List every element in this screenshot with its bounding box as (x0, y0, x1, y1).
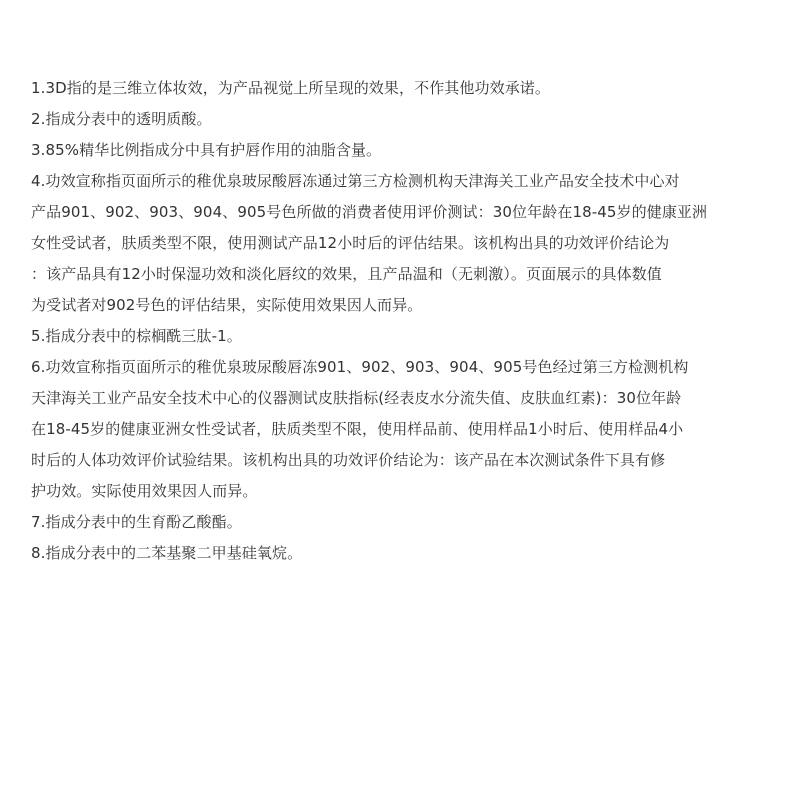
footnote-2-line-1: 2.指成分表中的透明质酸。 (31, 110, 212, 128)
footnote-4-line-2: 产品901、902、903、904、905号色所做的消费者使用评价测试：30位年龄在18-45岁的健康亚洲 (31, 203, 708, 221)
footnote-7-line-1: 7.指成分表中的生育酚乙酸酯。 (31, 513, 242, 531)
footnote-6-line-5: 护功效。实际使用效果因人而异。 (31, 482, 258, 500)
footnote-5-line-1: 5.指成分表中的棕榈酰三肽-1。 (31, 327, 242, 345)
footnote-6-line-3: 在18-45岁的健康亚洲女性受试者，肤质类型不限，使用样品前、使用样品1小时后、使用样品4小 (31, 420, 684, 438)
footnote-1-line-1: 1.3D指的是三维立体妆效，为产品视觉上所呈现的效果，不作其他功效承诺。 (31, 79, 551, 97)
footnote-8-line-1: 8.指成分表中的二苯基聚二甲基硅氧烷。 (31, 544, 303, 562)
footnote-3-line-1: 3.85%精华比例指成分中具有护唇作用的油脂含量。 (31, 141, 382, 159)
footnote-4-line-3: 女性受试者，肤质类型不限，使用测试产品12小时后的评估结果。该机构出具的功效评价结论为 (31, 234, 670, 252)
footnote-6-line-2: 天津海关工业产品安全技术中心的仪器测试皮肤指标(经表皮水分流失值、皮肤血红素)：30位年龄 (31, 389, 682, 407)
footnotes-document (31, 73, 771, 569)
footnote-4-line-1: 4.功效宣称指页面所示的稚优泉玻尿酸唇冻通过第三方检测机构天津海关工业产品安全技术中心对 (31, 172, 680, 190)
footnote-6-line-4: 时后的人体功效评价试验结果。该机构出具的功效评价结论为：该产品在本次测试条件下具有修 (31, 451, 666, 469)
footnote-4-line-4: ：该产品具有12小时保湿功效和淡化唇纹的效果，且产品温和（无刺激）。页面展示的具体数值 (31, 265, 662, 283)
footnote-4-line-5: 为受试者对902号色的评估结果，实际使用效果因人而异。 (31, 296, 423, 314)
footnote-6-line-1: 6.功效宣称指页面所示的稚优泉玻尿酸唇冻901、902、903、904、905号色经过第三方检测机构 (31, 358, 689, 376)
